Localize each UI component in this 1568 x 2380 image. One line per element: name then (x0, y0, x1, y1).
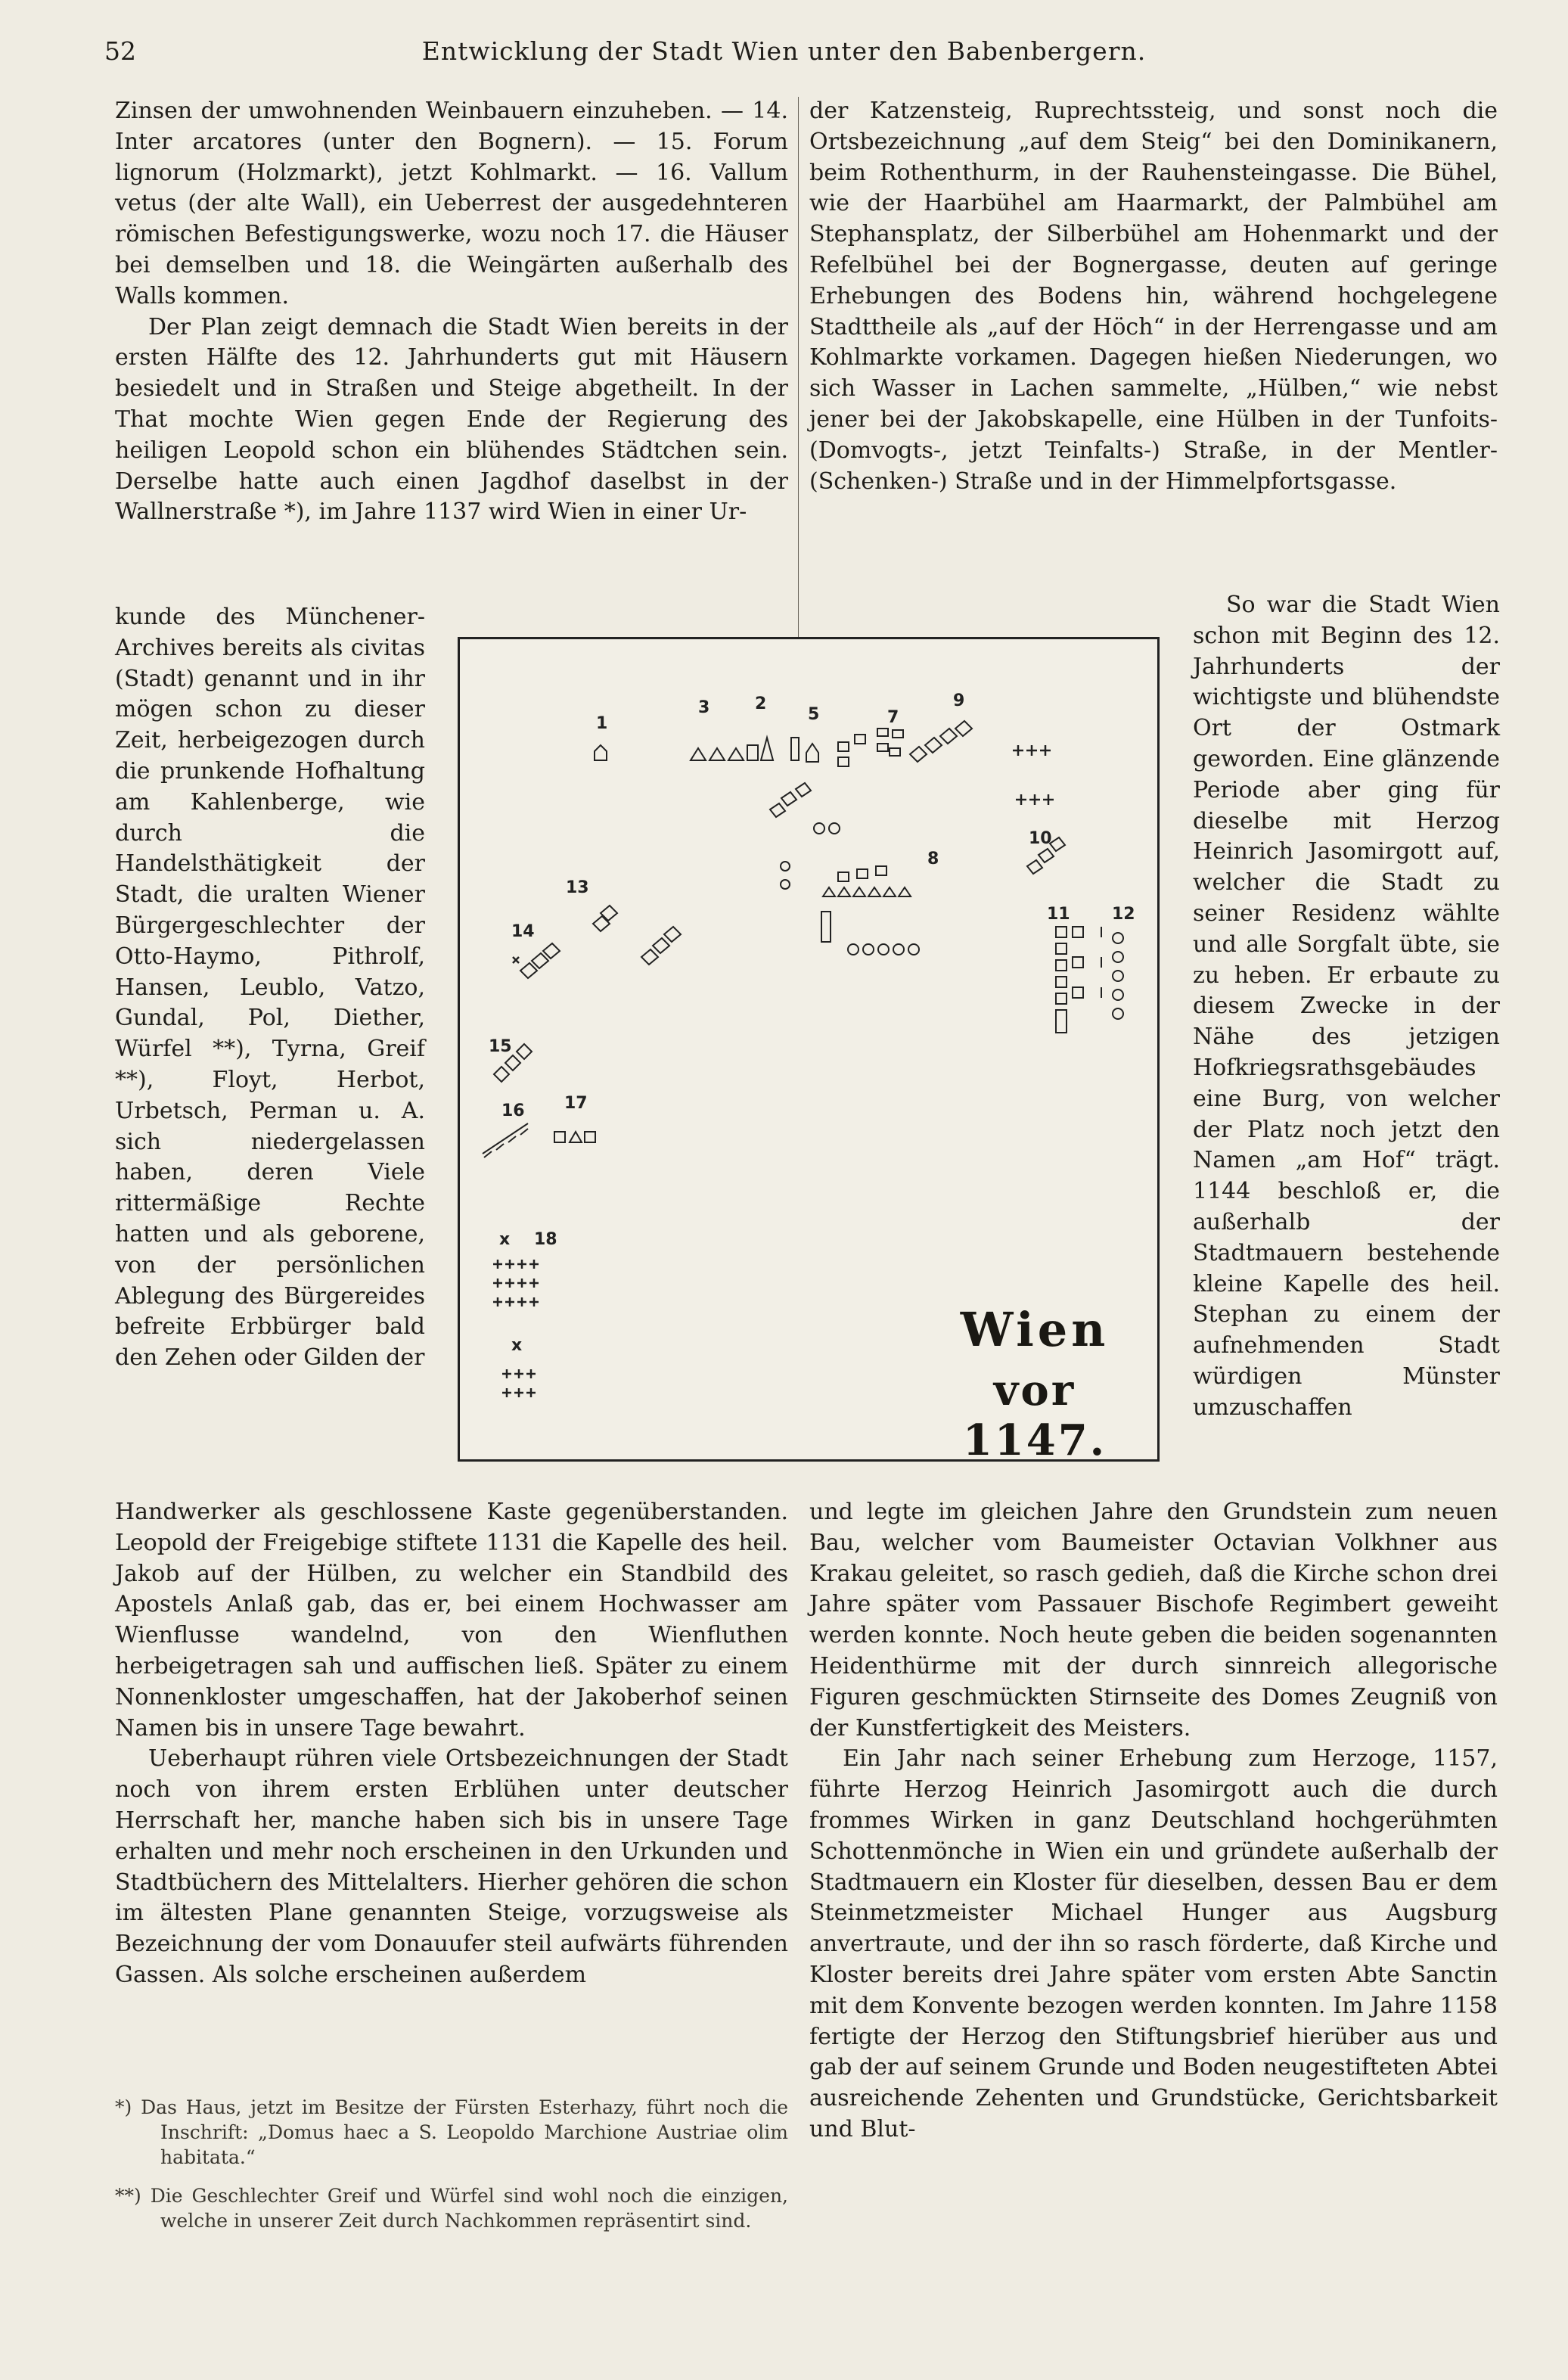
right-column-bottom (809, 1497, 1498, 2145)
paragraph: Ein Jahr nach seiner Erhebung zum Herzoge, 1157, führte Herzog Heinrich Jasomirgott auch die durch frommes Wirken in ganz Deutschland hochgerühmten Schottenmönche in Wien ein und gründete außerhalb der Stadtmauern ein Kloster für dieselben, dessen Bau er dem Steinmetzmeister Michael Hunger aus Augsburg anvertraute, und der ihn so rasch förderte, daß Kirche und Kloster bereits drei Jahre später vom ersten Abte Sanctin mit dem Konvente bezogen werden konnten. Im Jahre 1158 fertigte der Herzog den Stiftungsbrief hierüber aus und gab der auf seinem Grunde und Boden neugestifteten Abtei ausreichende Zehenten und Grundstücke, Gerichtsbarkeit und Blut- (809, 1745, 1498, 2142)
map-label: 14 (511, 922, 535, 941)
building-cluster (691, 738, 773, 760)
running-title: Entwicklung der Stadt Wien unter den Babenbergern. (421, 36, 1147, 66)
left-column-bottom (115, 1497, 788, 1991)
building-cluster (910, 721, 972, 762)
map-label: 5 (808, 705, 820, 724)
paragraph: der Katzensteig, Ruprechtssteig, und sonst noch die Ortsbezeichnung „auf dem Steig“ bei den Dominikanern, beim Rothenthurm, in der Rauhensteingasse. Die Bühel, wie der Haarbühel am Haarmarkt, der Palmbühel am Stephansplatz, der Silberbühel am Hohenmarkt und der Refelbühel bei der Bognergasse, deuten auf geringe Erhebungen des Bodens hin, während hochgelegene Stadttheile als „auf der Höch“ in der Herrengasse und am Kohlmarkte vorkamen. Dagegen hießen Niederungen, wo sich Wasser in Lachen sammelte, „Hülben,“ wie nebst jener bei der Jakobskapelle, eine Hülben in der Tunfoits- (Domvogts-, jetzt Teinfalts-) Straße, in der Mentler- (Schenken-) Straße und in der Himmelpfortsgasse. (809, 98, 1498, 495)
map-label: 8 (927, 850, 939, 868)
map-label: 10 (1029, 829, 1052, 848)
building-cluster (791, 729, 903, 766)
map-label: 17 (564, 1094, 588, 1113)
footnote-text: **) Die Geschlechter Greif und Würfel sind wohl noch die einzigen, welche in unserer Zeit durch Nachkommen repräsentirt sind. (115, 2185, 788, 2232)
building-cluster (595, 745, 607, 760)
footnote (115, 2183, 788, 2233)
map-label: 16 (501, 1101, 525, 1120)
map-label: 13 (566, 878, 589, 897)
map-label: 3 (698, 698, 710, 717)
vineyard-marks (493, 1260, 539, 1397)
left-column-narrow (115, 602, 425, 1374)
map-label: 15 (489, 1037, 512, 1056)
paragraph: So war die Stadt Wien schon mit Beginn des 12. Jahrhunderts der wichtigste und blühendste Ort der Ostmark geworden. Eine glänzende Periode aber ging für dieselbe mit Herzog Heinrich Jasomirgott auf, welcher die Stadt zu seiner Residenz wählte und alle Sorgfalt übte, sie zu heben. Er erbaute zu diesem Zwecke in der Nähe des jetzigen Hofkriegsrathsgebäudes eine Burg, von welcher der Platz noch jetzt den Namen „am Hof“ trägt. 1144 beschloß er, die außerhalb der Stadtmauern bestehende kleine Kapelle des heil. Stephan zu einem der aufnehmenden Stadt würdigen Münster umzuschaffen (1193, 592, 1500, 1421)
building-cluster (770, 783, 840, 889)
map-label: 18 (534, 1230, 557, 1249)
building-cluster (1013, 745, 1065, 874)
footnote-text: *) Das Haus, jetzt im Besitze der Fürsten Esterhazy, führt noch die Inschrift: „Domus haec a S. Leopoldo Marchione Austriae olim habitata.“ (115, 2096, 788, 2168)
left-column-top (115, 96, 788, 528)
paragraph: und legte im gleichen Jahre den Grundstein zum neuen Bau, welcher vom Baumeister Octavian Volkhner aus Krakau geleitet, so rasch gedieh, daß die Kirche schon drei Jahre später vom Passauer Bischofe Regimbert geweiht werden konnte. Noch heute geben die beiden sogenannten Heidenthürme mit der durch sinnreich allegorische Figuren geschmückten Stirnseite des Domes Zeugniß von der Kunstfertigkeit des Meisters. (809, 1499, 1498, 1742)
paragraph: Ueberhaupt rühren viele Ortsbezeichnungen der Stadt noch von ihrem ersten Erblühen unter deutscher Herrschaft her, manche haben sich bis in unsere Tage erhalten und mehr noch erscheinen in den Urkunden und Stadtbüchern des Mittelalters. Hierher gehören die schon im ältesten Plane genannten Steige, vorzugsweise als Bezeichnung der vom Donauufer steil aufwärts führenden Gassen. Als solche erscheinen außerdem (115, 1745, 788, 1988)
map-label: 7 (887, 708, 899, 727)
map-title: Wien (960, 1302, 1110, 1357)
map-label: x (511, 1336, 523, 1355)
building-cluster (513, 906, 681, 978)
map-label: x (499, 1230, 511, 1249)
map-label: 2 (755, 694, 767, 713)
building-cluster (821, 912, 919, 955)
paragraph: Zinsen der umwohnenden Weinbauern einzuheben. — 14. Inter arcatores (unter den Bognern). — 15. Forum lignorum (Holzmarkt), jetzt Kohlmarkt. — 16. Vallum vetus (der alte Wall), ein Ueberrest der ausgedehnteren römischen Befestigungswerke, wozu noch 17. die Häuser bei demselben und 18. die Weingärten außerhalb des Walls kommen. (115, 98, 788, 309)
right-column-narrow (1193, 590, 1500, 1424)
building-cluster (823, 866, 911, 896)
page-number: 52 (104, 36, 136, 66)
footnote (115, 2095, 788, 2170)
building-cluster (1056, 927, 1123, 1033)
map-subtitle: vor 1147. (962, 1366, 1107, 1465)
paragraph: kunde des Münchener-Archives bereits als civitas (Stadt) genannt und in ihr mögen schon zu dieser Zeit, herbeigezogen durch die prunkende Hofhaltung am Kahlenberge, wie durch die Handelsthätigkeit der Stadt, die uralten Wiener Bürgergeschlechter der Otto-Haymo, Pithrolf, Hansen, Leublo, Vatzo, Gundal, Pol, Diether, Würfel **), Tyrna, Greif **), Floyt, Herbot, Urbetsch, Perman u. A. sich niedergelassen haben, deren Viele rittermäßige Rechte hatten und als geborene, von der persönlichen Ablegung des Bürgereides befreite Erbbürger bald den Zehen oder Gilden der (115, 604, 425, 1372)
map-label: 12 (1112, 905, 1135, 924)
map-label: 9 (953, 691, 965, 710)
map-label: 11 (1047, 905, 1070, 924)
paragraph: Der Plan zeigt demnach die Stadt Wien bereits in der ersten Hälfte des 12. Jahrhunderts gut mit Häusern besiedelt und in Straßen und Steige abgetheilt. In der That mochte Wien gegen Ende der Regierung des heiligen Leopold schon ein blühendes Städtchen sein. Derselbe hatte auch einen Jagdhof daselbst in der Wallnerstraße *), im Jahre 1137 wird Wien in einer Ur- (115, 313, 788, 526)
map-label: 1 (596, 714, 608, 733)
paragraph: Handwerker als geschlossene Kaste gegenüberstanden. Leopold der Freigebige stiftete 1131 die Kapelle des heil. Jakob auf der Hülben, zu welcher ein Standbild des Apostels Anlaß gab, das er, bei einem Hochwasser am Wienflusse wandelnd, von den Wienfluthen herbeigetragen sah und auffischen ließ. Später zu einem Nonnenkloster umgeschaffen, hat der Jakoberhof seinen Namen bis in unsere Tage bewahrt. (115, 1499, 788, 1742)
city-plan-figure (458, 637, 1160, 1465)
right-column-top (809, 96, 1498, 497)
